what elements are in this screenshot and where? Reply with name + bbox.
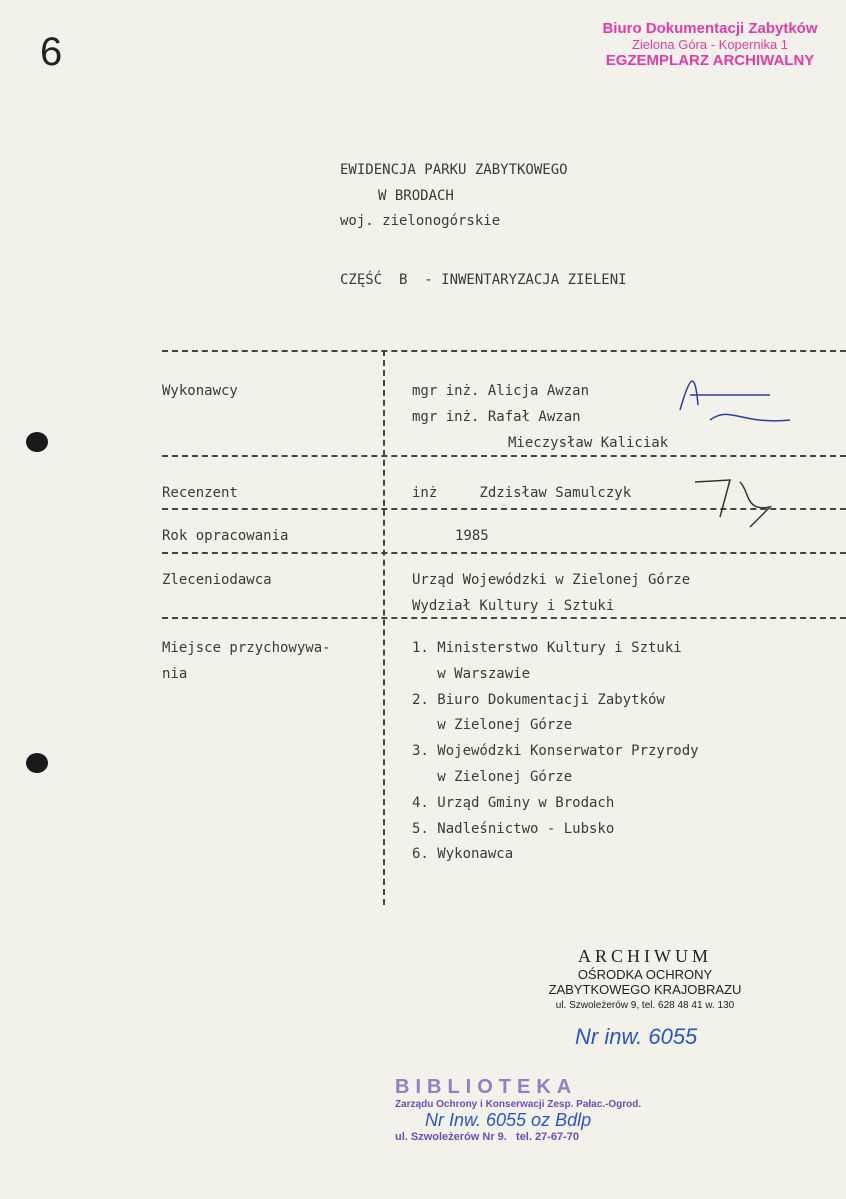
stamp-line: ZABYTKOWEGO KRAJOBRAZU	[548, 982, 742, 997]
page-number: 6	[40, 30, 63, 74]
label-miejsce: nia	[162, 666, 188, 682]
stamp-line: BIBLIOTEKA	[395, 1076, 578, 1098]
inventory-note: Nr inw. 6055	[575, 1024, 698, 1049]
library-stamp	[395, 1076, 641, 1143]
region-line: woj. zielonogórskie	[340, 213, 501, 229]
title-line: W BRODACH	[378, 188, 454, 204]
stamp-line: Zielona Góra - Kopernika 1	[631, 37, 789, 52]
storage-list	[412, 636, 699, 868]
label-miejsce: Miejsce przychowywa-	[162, 640, 331, 656]
label-zleceniodawca: Zleceniodawca	[162, 572, 272, 588]
stamp-line: ul. Szwoleżerów 9, tel. 628 48 41 w. 130	[555, 1000, 735, 1011]
stamp-line: Biuro Dokumentacji Zabytków	[602, 20, 818, 37]
value: mgr inż. Alicja Awzan	[412, 383, 590, 399]
list-item: 2. Biuro Dokumentacji Zabytków	[412, 691, 665, 708]
handwritten-inventory: Nr Inw. 6055 oz Bdlp	[425, 1110, 592, 1130]
list-item: 6. Wykonawca	[412, 846, 514, 863]
archive-copy-stamp	[600, 20, 820, 69]
divider	[162, 455, 846, 457]
list-item: 1. Ministerstwo Kultury i Sztuki	[412, 640, 682, 656]
label-wykonawcy: Wykonawcy	[162, 383, 238, 399]
divider	[162, 350, 846, 352]
signature	[690, 472, 780, 532]
stamp-line: OŚRODKA OCHRONY	[577, 967, 713, 982]
value: mgr inż. Rafał Awzan	[412, 409, 581, 425]
list-item: 5. Nadleśnictwo - Lubsko	[412, 820, 615, 837]
stamp-line: ARCHIWUM	[578, 946, 712, 966]
stamp-line: ul. Szwoleżerów Nr 9. tel. 27-67-70	[395, 1131, 580, 1143]
part-title: CZĘŚĆ B - INWENTARYZACJA ZIELENI	[340, 272, 627, 288]
stamp-line: EGZEMPLARZ ARCHIWALNY	[605, 52, 815, 69]
label-recenzent: Recenzent	[162, 485, 238, 501]
stamp-line: Zarządu Ochrony i Konserwacji Zesp. Pałac.-Ogrod.	[395, 1099, 642, 1110]
punch-hole	[26, 432, 48, 452]
value: inż Zdzisław Samulczyk	[412, 485, 632, 501]
title-line: EWIDENCJA PARKU ZABYTKOWEGO	[340, 162, 568, 178]
punch-hole	[26, 753, 48, 773]
list-item: 4. Urząd Gminy w Brodach	[412, 794, 615, 811]
divider	[162, 552, 846, 554]
value: Wydział Kultury i Sztuki	[412, 598, 615, 614]
list-item: w Warszawie	[412, 665, 531, 682]
divider	[162, 617, 846, 619]
value: 1985	[455, 528, 489, 544]
value: Urząd Wojewódzki w Zielonej Górze	[412, 572, 691, 588]
list-item: w Zielonej Górze	[412, 717, 573, 734]
archive-stamp	[540, 946, 750, 1011]
list-item: w Zielonej Górze	[412, 768, 573, 785]
list-item: 3. Wojewódzki Konserwator Przyrody	[412, 743, 699, 760]
column-divider	[383, 350, 385, 905]
value: Mieczysław Kaliciak	[508, 435, 669, 451]
label-rok: Rok opracowania	[162, 528, 289, 544]
signature	[670, 365, 800, 435]
